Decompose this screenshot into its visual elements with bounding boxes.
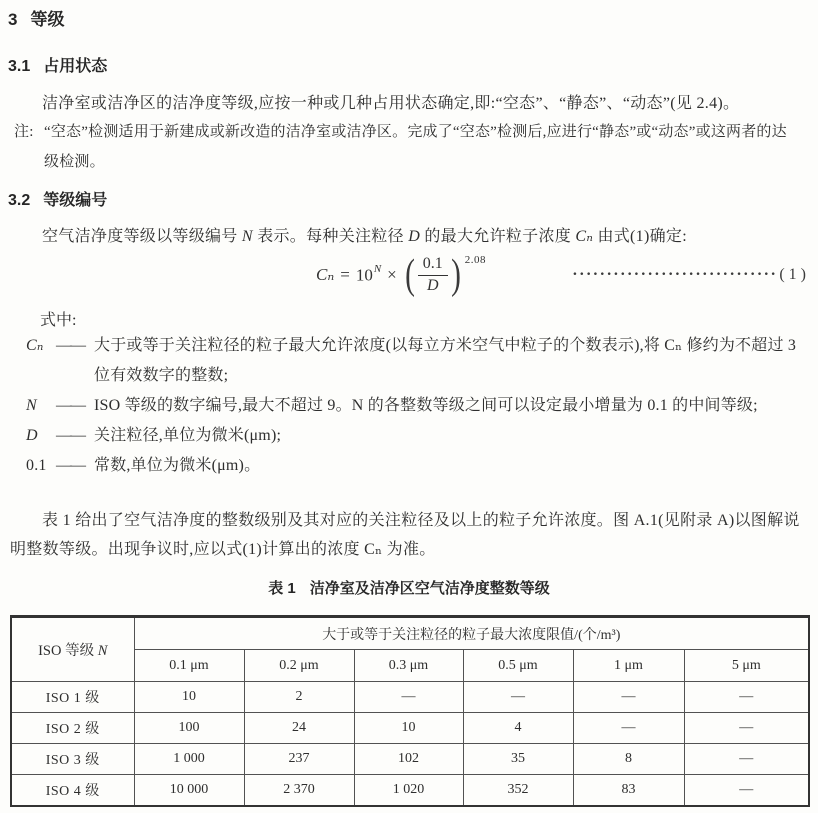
value-cell: 2 370 (244, 775, 354, 807)
paragraph-text: 表示。每种关注粒径 (252, 228, 409, 245)
definition-term: N (26, 397, 37, 414)
value-cell: 100 (134, 713, 244, 744)
value-cell: 4 (463, 713, 573, 744)
iso-class-table-wrap (10, 615, 810, 807)
definition-text: 大于或等于关注粒径的粒子最大允许浓度(以每立方米空气中粒子的个数表示),将 Cₙ 修约为不超过 3 位有效数字的整数; (94, 337, 797, 384)
fraction (418, 255, 448, 295)
value-cell: — (573, 713, 684, 744)
definition-item (10, 331, 812, 391)
value-cell: — (463, 682, 573, 713)
exponent-N: N (373, 262, 382, 275)
dotted-leader: ······························ (572, 266, 778, 283)
definition-item (10, 421, 812, 451)
section-title: 等级编号 (43, 192, 108, 209)
table-title (0, 577, 818, 598)
row-label-cell: ISO 1 级 (11, 682, 134, 713)
note-label: 注: (14, 124, 34, 140)
table-corner-header (11, 617, 134, 682)
section-3-2-heading (8, 187, 107, 210)
table-subheader: 1 μm (573, 650, 684, 682)
table-row (11, 682, 809, 713)
class-number-paragraph (10, 223, 810, 251)
value-cell: — (684, 682, 809, 713)
definition-dash: —— (56, 337, 84, 354)
value-cell: 8 (573, 744, 684, 775)
table-header-row-1 (11, 617, 809, 650)
paragraph-text: 的最大允许粒子浓度 (420, 228, 576, 245)
section-3-heading (8, 5, 64, 30)
corner-text: ISO 等级 (38, 643, 98, 659)
table-row (11, 744, 809, 775)
definition-dash: —— (56, 397, 84, 414)
definition-term: D (26, 427, 38, 444)
value-cell: 1 020 (354, 775, 463, 807)
table-intro-paragraph: 表 1 给出了空气洁净度的整数级别及其对应的关注粒径及以上的粒子允许浓度。图 A.1(见附录 A)以图解说明整数等级。出现争议时,应以式(1)计算出的浓度 Cₙ 为准。 (10, 512, 800, 558)
definition-text: 常数,单位为微米(μm)。 (94, 457, 261, 474)
where-label: 式中: (40, 312, 77, 329)
open-paren: ( (404, 252, 415, 298)
section-number: 3 (8, 10, 18, 29)
value-cell: 10 000 (134, 775, 244, 807)
definition-dash: —— (56, 427, 84, 444)
definition-term: Cₙ (26, 337, 44, 354)
paragraph-text: 空气洁净度等级以等级编号 (42, 228, 242, 245)
value-cell: — (684, 744, 809, 775)
note-block (14, 117, 790, 177)
row-label-cell: ISO 3 级 (11, 744, 134, 775)
table-row (11, 713, 809, 744)
close-paren: ) (450, 252, 461, 298)
value-cell: — (354, 682, 463, 713)
value-cell: 1 000 (134, 744, 244, 775)
formula-leader (572, 266, 806, 284)
definition-dash: —— (56, 457, 84, 474)
formula-exponent: 2.08 (464, 254, 487, 266)
section-title: 占用状态 (43, 58, 108, 75)
section-number: 3.1 (8, 58, 31, 75)
variable-Cn: Cₙ (575, 228, 594, 245)
base-ten: 10 (355, 265, 373, 285)
row-label-cell: ISO 4 级 (11, 775, 134, 807)
variable-N: N (241, 228, 253, 245)
value-cell: 35 (463, 744, 573, 775)
iso-class-table (10, 615, 810, 807)
table-subheader: 0.2 μm (244, 650, 354, 682)
definition-item (10, 451, 812, 481)
formula-number: ( 1 ) (779, 266, 806, 283)
paragraph-text: 由式(1)确定: (593, 228, 687, 245)
fraction-denominator: D (426, 276, 439, 294)
table-subheader: 0.1 μm (134, 650, 244, 682)
definition-item (10, 391, 812, 421)
value-cell: 2 (244, 682, 354, 713)
formula-row (10, 250, 808, 304)
definition-text: 关注粒径,单位为微米(μm); (94, 427, 282, 444)
value-cell: — (684, 713, 809, 744)
table-row (11, 775, 809, 807)
formula-lhs: Cₙ (316, 265, 335, 284)
value-cell: 10 (354, 713, 463, 744)
corner-variable-N: N (97, 643, 108, 659)
section-title: 等级 (30, 10, 65, 29)
value-cell: 83 (573, 775, 684, 807)
value-cell: 24 (244, 713, 354, 744)
value-cell: 352 (463, 775, 573, 807)
power-of-ten (355, 262, 382, 286)
value-cell: 102 (354, 744, 463, 775)
note-text: “空态”检测适用于新建成或新改造的洁净室或洁净区。完成了“空态”检测后,应进行“静态”或“动态”或这两者的达级检测。 (44, 124, 787, 170)
value-cell: — (573, 682, 684, 713)
multiply-sign: × (387, 265, 397, 284)
table-subheader: 0.3 μm (354, 650, 463, 682)
row-label-cell: ISO 2 级 (11, 713, 134, 744)
value-cell: 10 (134, 682, 244, 713)
table-subheader: 5 μm (684, 650, 809, 682)
table-title-label: 表 1 (268, 580, 296, 597)
fraction-numerator: 0.1 (418, 255, 448, 275)
equals-sign: = (340, 265, 350, 284)
definition-list (10, 331, 812, 481)
definition-term: 0.1 (26, 457, 47, 474)
table-title-text: 洁净室及洁净区空气洁净度整数等级 (309, 580, 550, 597)
occupancy-paragraph: 洁净室或洁净区的洁净度等级,应按一种或几种占用状态确定,即:“空态”、“静态”、“动态”(见 2.4)。 (42, 95, 740, 112)
section-number: 3.2 (8, 192, 31, 209)
value-cell: 237 (244, 744, 354, 775)
formula-1 (316, 252, 486, 298)
value-cell: — (684, 775, 809, 807)
variable-D: D (408, 228, 421, 245)
section-3-1-heading (8, 53, 107, 76)
definition-text: ISO 等级的数字编号,最大不超过 9。N 的各整数等级之间可以设定最小增量为 0.1 的中间等级; (94, 397, 758, 414)
table-subheader: 0.5 μm (463, 650, 573, 682)
table-span-header: 大于或等于关注粒径的粒子最大浓度限值/(个/m³) (134, 617, 809, 650)
